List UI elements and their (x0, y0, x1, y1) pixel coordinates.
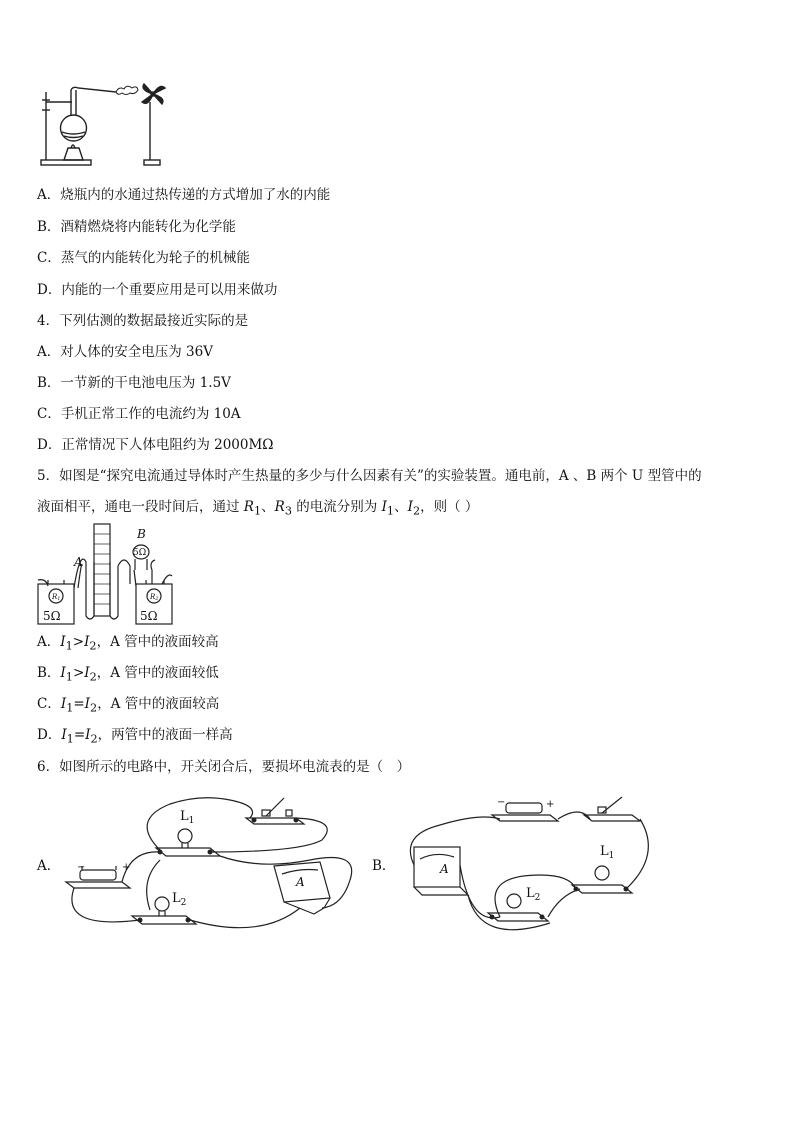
svg-text:L1: $L_1$ (180, 809, 195, 826)
q3-option-c: C．蒸气的内能转化为轮子的机械能 (37, 250, 250, 266)
l1-label-b: L (600, 844, 609, 859)
svg-text:−: − (497, 797, 506, 808)
l2-label: L (172, 891, 181, 906)
q5-option-c: C．$I_1=I_2$，A 管中的液面较高 (37, 696, 220, 715)
q5-option-a: A．$I_1>I_2$，A 管中的液面较高 (37, 634, 219, 653)
q6-stem: 6．如图所示的电路中，开关闭合后，要损坏电流表的是（ ） (37, 759, 411, 775)
r1-label: R (52, 593, 58, 601)
svg-text:L2: $L_2$ (526, 886, 541, 903)
q5-option-c-letter: C． (37, 696, 61, 712)
q4-option-a: A．对人体的安全电压为 36V (37, 344, 213, 360)
q4-option-c: C．手机正常工作的电流约为 10A (37, 406, 241, 422)
svg-text:−: − (77, 862, 86, 873)
q5-option-b-rel: > (72, 665, 85, 681)
r2-label: R (150, 593, 156, 601)
q5-stem-text-3: ，则（ ） (420, 499, 479, 515)
q6-fig-b-label: B． (372, 858, 396, 874)
steam-engine-figure (38, 80, 173, 170)
q5-option-c-text: ，A 管中的液面较高 (97, 696, 220, 712)
q5-option-d: D．$I_1=I_2$，两管中的液面一样高 (37, 727, 233, 746)
ammeter-b-label: A (440, 862, 449, 876)
q5-option-c-rel: = (73, 696, 85, 712)
q5-option-b-text: ，A 管中的液面较低 (96, 665, 219, 681)
q5-option-a-text: ，A 管中的液面较高 (96, 634, 219, 650)
svg-text:L1: $L_1$ (600, 844, 615, 861)
ammeter-a-label: A (296, 875, 305, 889)
q5-stem-text-2: 的电流分别为 (296, 499, 382, 515)
joule-heating-figure (34, 522, 174, 626)
resistor-left-label: 5Ω (43, 609, 61, 623)
svg-text:L2: $L_2$ (172, 891, 187, 908)
q5-option-a-letter: A． (37, 634, 61, 650)
q3-option-d: D．内能的一个重要应用是可以用来做功 (37, 282, 278, 298)
svg-text:+: + (122, 862, 131, 873)
q4-option-d: D．正常情况下人体电阻约为 2000MΩ (37, 437, 274, 453)
l1-label: L (180, 809, 189, 824)
l2-label-b: L (526, 886, 535, 901)
q5-option-b: B．$I_1>I_2$，A 管中的液面较低 (37, 665, 219, 684)
circuit-figure-b (400, 795, 650, 940)
resistor-top-label: 5Ω (133, 548, 147, 558)
q3-option-a: A．烧瓶内的水通过热传递的方式增加了水的内能 (37, 187, 331, 203)
svg-text:R2: R2 (150, 593, 159, 602)
q3-option-b: B．酒精燃烧将内能转化为化学能 (37, 219, 236, 235)
q5-stem-line2: 液面相平，通电一段时间后，通过 $R_1$、$R_3$ 的电流分别为 $I_1$、$I_2$，则（ ） (37, 499, 479, 518)
q5-option-d-rel: = (73, 727, 86, 743)
label-a: A (74, 555, 83, 569)
q5-stem-text: 液面相平，通电一段时间后，通过 (37, 499, 244, 515)
svg-text:R1: R1 (52, 593, 61, 602)
q6-fig-a-label: A． (37, 858, 61, 874)
q4-option-b: B．一节新的干电池电压为 1.5V (37, 375, 231, 391)
q5-option-d-text: ，两管中的液面一样高 (97, 727, 233, 743)
circuit-figure-a (60, 790, 360, 940)
q4-stem: 4．下列估测的数据最接近实际的是 (37, 313, 249, 329)
resistor-right-label: 5Ω (140, 609, 158, 623)
svg-text:+: + (546, 799, 555, 810)
q5-option-d-letter: D． (37, 727, 62, 743)
q5-stem-line1: 5．如图是“探究电流通过导体时产生热量的多少与什么因素有关”的实验装置。通电前，A 、B 两个 U 型管中的 (37, 468, 702, 484)
q5-option-b-letter: B． (37, 665, 61, 681)
q5-option-a-rel: > (72, 634, 85, 650)
label-b: B (137, 527, 146, 541)
